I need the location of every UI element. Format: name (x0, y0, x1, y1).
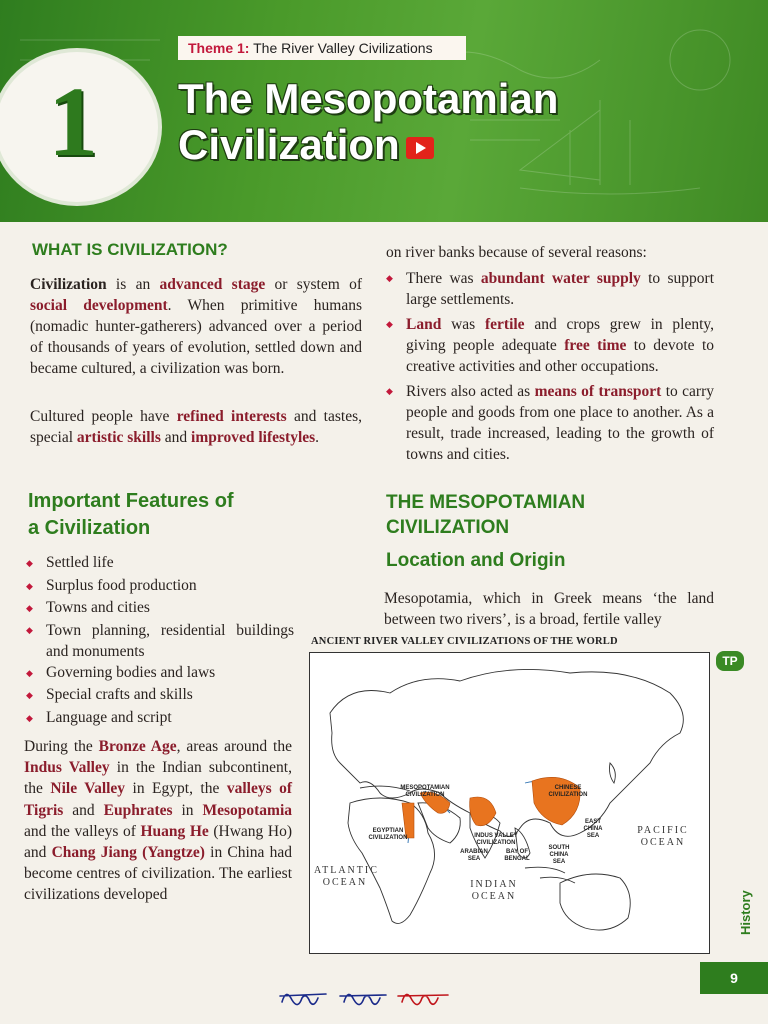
chapter-banner (0, 0, 768, 222)
reasons-list (384, 268, 714, 465)
play-icon[interactable] (406, 137, 434, 159)
text: in the Indian subcontinent, the (24, 759, 292, 798)
heading-important-features (28, 488, 234, 542)
label-atlantic-ocean: ATLANTIC OCEAN (314, 865, 379, 888)
text: . (315, 429, 320, 446)
label-bay-of-bengal: BAY OF BENGAL (504, 849, 530, 862)
australia-outline (560, 874, 630, 930)
term-civilization: Civilization (30, 276, 107, 293)
text: in China had become centres of civilization. The earliest civilizations developed (24, 844, 292, 904)
term-euphrates: Euphrates (103, 801, 173, 819)
label-east-china-sea: EAST CHINA SEA (583, 819, 603, 839)
text: or system of (265, 276, 363, 293)
paragraph-cultured-people (30, 406, 362, 448)
text: in Egypt, the (125, 780, 227, 798)
text: Rivers also acted as (406, 383, 535, 400)
text: During the (24, 738, 99, 755)
label-pacific-ocean: PACIFIC OCEAN (637, 825, 689, 848)
term-chang-jiang: Chang Jiang (Yangtze) (51, 844, 205, 862)
indonesia-outline (525, 867, 575, 883)
term-mesopotamia: Mesopotamia (202, 801, 292, 819)
chapter-title-line1: The Mesopotamian (178, 75, 559, 122)
term-bronze-age: Bronze Age (98, 738, 177, 755)
label-mesopotamian: MESOPOTAMIAN CIVILIZATION (400, 785, 450, 798)
text: and (160, 429, 192, 446)
term-land: Land (406, 316, 442, 333)
text: . When primitive humans (nomadic hunter-gatherers) advanced over a period of thousands of years of evolution, settled down and became cultured, a civilization was born. (30, 297, 362, 377)
indus-region (470, 797, 496, 826)
heading-location-origin: Location and Origin (386, 550, 566, 571)
heading-important-features-line2: a Civilization (28, 517, 151, 539)
text: and the valleys of (24, 822, 141, 840)
text: and tastes, special (30, 408, 362, 446)
list-item: ◆ Special crafts and skills (24, 684, 294, 707)
heading-important-features-line1: Important Features of (28, 490, 234, 512)
africa-outline (348, 798, 435, 923)
label-arabian-sea: ARABIAN SEA (460, 849, 488, 862)
list-item: ◆ Settled life (24, 552, 294, 575)
tp-badge[interactable]: TP (716, 651, 744, 671)
chapter-title (178, 76, 558, 168)
label-chinese: CHINESE CIVILIZATION (548, 785, 588, 798)
text: to devote to creative activities and other occupations. (406, 337, 715, 375)
term-nile-valley: Nile Valley (50, 780, 126, 798)
list-item (384, 268, 714, 310)
label-indus: INDUS VALLEY CIVILIZATION (474, 833, 518, 846)
text: , areas around the (176, 738, 292, 755)
list-item: ◆ Towns and cities (24, 597, 294, 620)
paragraph-civilization-definition (30, 274, 362, 379)
text: There was (406, 270, 481, 287)
term-refined-interests: refined interests (176, 408, 287, 425)
term-abundant-water-supply: abundant water supply (480, 270, 641, 287)
term-advanced-stage: advanced stage (159, 276, 266, 293)
list-item: ◆ Language and script (24, 707, 294, 730)
term-fertile: fertile (484, 316, 525, 333)
label-south-china-sea: SOUTH CHINA SEA (548, 845, 570, 865)
list-item: ◆ Town planning, residential buildings and monuments (24, 620, 294, 662)
text: to carry people and goods from one place to another. As a result, trade increased, leading to the growth of towns and cities. (406, 383, 714, 463)
theme-tag (178, 36, 466, 60)
label-indian-ocean: INDIAN OCEAN (470, 879, 518, 902)
chapter-title-line2: Civilization (178, 121, 400, 168)
list-item (384, 314, 714, 377)
paragraph-bronze-age (24, 736, 292, 906)
text: and crops grew in plenty, giving people adequate (406, 316, 714, 354)
text: is an (106, 276, 160, 293)
text: Cultured people have (30, 408, 177, 425)
list-item: ◆ Surplus food production (24, 575, 294, 598)
text: and (63, 801, 104, 819)
paragraph-river-banks-intro: on river banks because of several reasons: (386, 244, 647, 261)
chapter-title-line2-wrap (178, 122, 558, 168)
text: was (441, 316, 485, 333)
term-improved-lifestyles: improved lifestyles (191, 429, 316, 446)
world-map-figure (309, 636, 710, 954)
term-indus-valley: Indus Valley (24, 759, 110, 777)
list-item (384, 381, 714, 465)
text: (Hwang Ho) and (24, 822, 292, 862)
features-list (24, 552, 294, 729)
chapter-number: 1 (48, 66, 98, 177)
term-means-of-transport: means of transport (534, 383, 662, 400)
theme-prefix: Theme 1: (188, 40, 250, 56)
heading-meso-line1: THE MESOPOTAMIAN (386, 492, 586, 513)
term-free-time: free time (564, 337, 627, 354)
text: to support large settlements. (406, 270, 714, 308)
heading-mesopotamian-civilization (386, 490, 585, 540)
label-egyptian: EGYPTIAN CIVILIZATION (368, 828, 408, 841)
theme-title: The River Valley Civilizations (253, 40, 433, 56)
list-item: ◆ Governing bodies and laws (24, 662, 294, 685)
section-tab-history: History (738, 890, 753, 935)
term-artistic-skills: artistic skills (76, 429, 161, 446)
heading-what-is-civilization: WHAT IS CIVILIZATION? (32, 240, 228, 259)
map-title: ANCIENT RIVER VALLEY CIVILIZATIONS OF THE WORLD (311, 636, 618, 647)
term-social-development: social development (30, 297, 168, 314)
world-map (310, 653, 709, 953)
page-number: 9 (700, 962, 768, 994)
term-huang-he: Huang He (140, 822, 209, 840)
japan-outline (610, 763, 616, 783)
eurasia-outline (330, 669, 683, 836)
paragraph-location: Mesopotamia, which in Greek means ‘the land between two rivers’, is a broad, fertile valley (384, 590, 714, 628)
term-valleys-of-tigris: valleys of Tigris (24, 780, 293, 819)
text: in (172, 801, 203, 819)
chapter-number-badge (0, 48, 162, 206)
map-frame (309, 652, 710, 954)
heading-meso-line2: CIVILIZATION (386, 517, 510, 538)
handwritten-signature (278, 982, 458, 1014)
